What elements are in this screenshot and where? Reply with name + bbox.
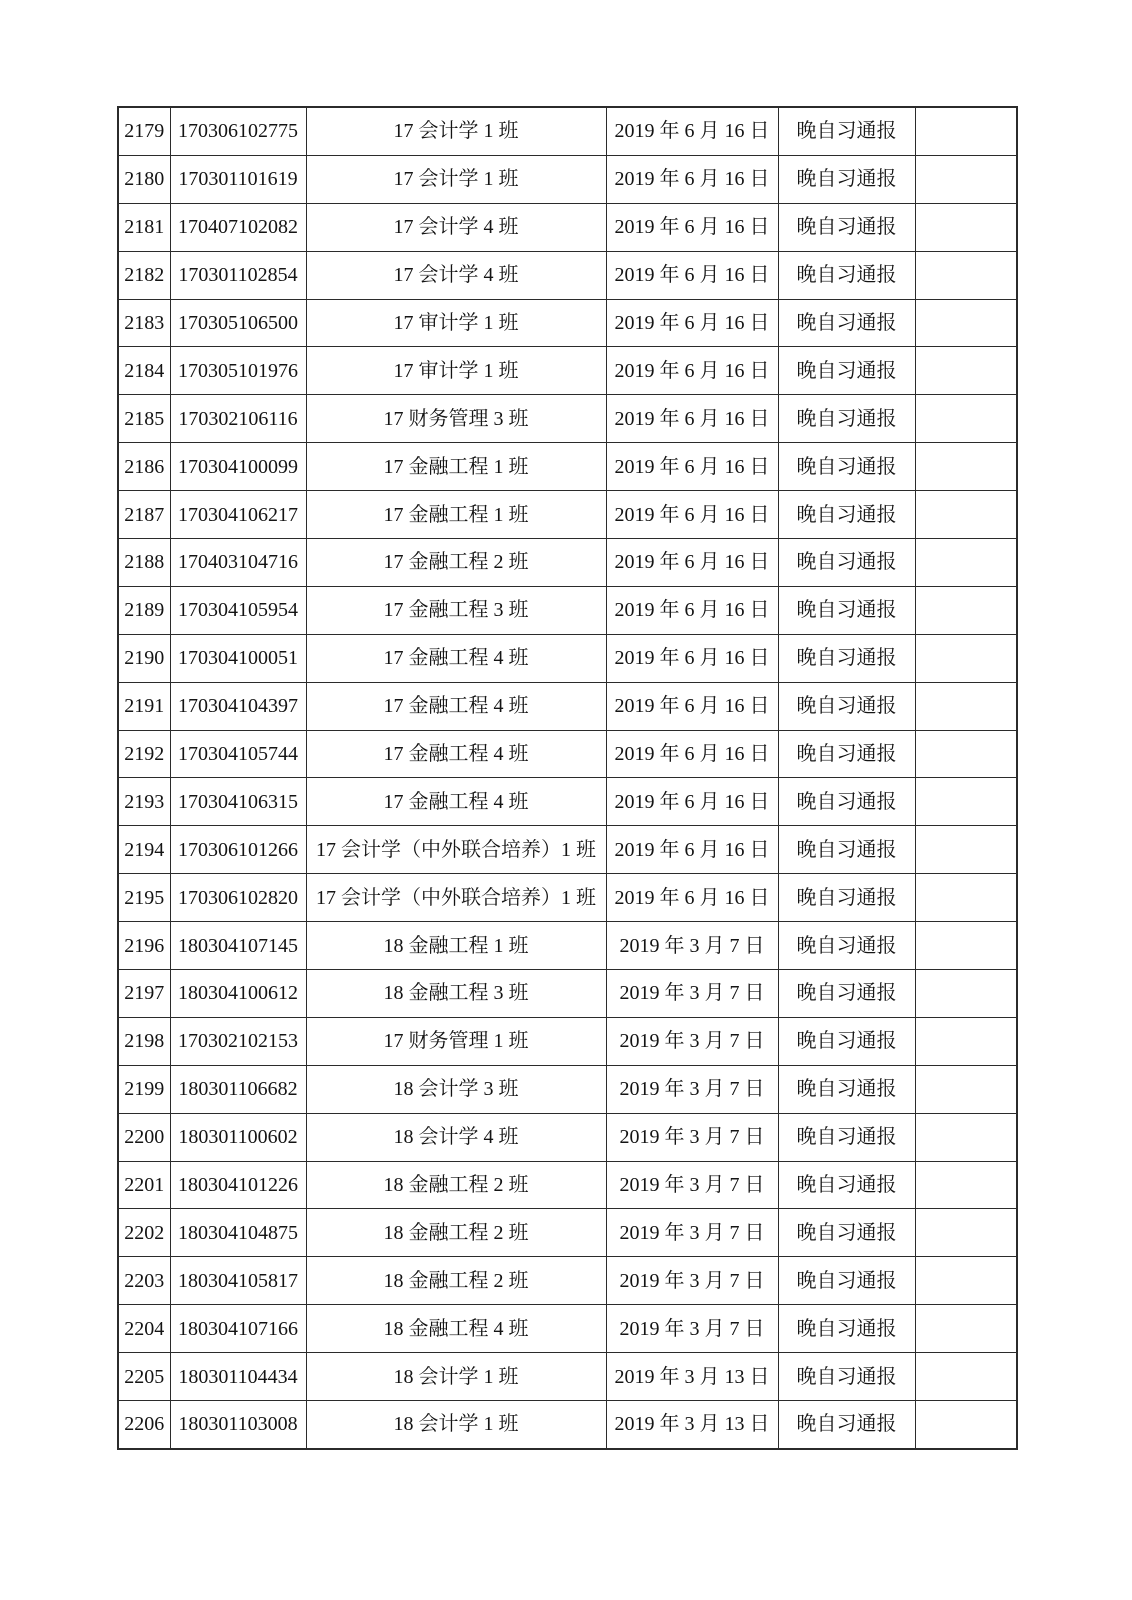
- table-row: [118, 203, 1017, 251]
- date-cell: 2019 年 6 月 16 日: [606, 634, 778, 682]
- remark-cell: [915, 874, 1017, 922]
- class-name-cell: 18 金融工程 2 班: [306, 1209, 606, 1257]
- row-number-cell: 2194: [118, 826, 170, 874]
- date-cell: 2019 年 6 月 16 日: [606, 539, 778, 587]
- date-cell: 2019 年 6 月 16 日: [606, 682, 778, 730]
- remark-cell: [915, 203, 1017, 251]
- table-row: [118, 730, 1017, 778]
- report-type-cell: 晚自习通报: [778, 1257, 915, 1305]
- report-type-cell: 晚自习通报: [778, 922, 915, 970]
- class-name-cell: 17 会计学 1 班: [306, 107, 606, 155]
- class-name-cell: 17 金融工程 3 班: [306, 586, 606, 634]
- report-type-cell: 晚自习通报: [778, 1065, 915, 1113]
- class-name-cell: 17 金融工程 2 班: [306, 539, 606, 587]
- report-type-cell: 晚自习通报: [778, 443, 915, 491]
- date-cell: 2019 年 6 月 16 日: [606, 443, 778, 491]
- date-cell: 2019 年 6 月 16 日: [606, 155, 778, 203]
- class-name-cell: 17 金融工程 4 班: [306, 778, 606, 826]
- report-type-cell: 晚自习通报: [778, 1305, 915, 1353]
- class-name-cell: 17 会计学 4 班: [306, 203, 606, 251]
- row-number-cell: 2180: [118, 155, 170, 203]
- row-number-cell: 2201: [118, 1161, 170, 1209]
- row-number-cell: 2181: [118, 203, 170, 251]
- row-number-cell: 2200: [118, 1113, 170, 1161]
- date-cell: 2019 年 6 月 16 日: [606, 874, 778, 922]
- row-number-cell: 2185: [118, 395, 170, 443]
- date-cell: 2019 年 6 月 16 日: [606, 347, 778, 395]
- report-type-cell: 晚自习通报: [778, 203, 915, 251]
- remark-cell: [915, 107, 1017, 155]
- student-id-cell: 170304105954: [170, 586, 306, 634]
- report-type-cell: 晚自习通报: [778, 634, 915, 682]
- table-row: [118, 1257, 1017, 1305]
- student-id-cell: 180304100612: [170, 970, 306, 1018]
- student-id-cell: 180301106682: [170, 1065, 306, 1113]
- class-name-cell: 17 金融工程 4 班: [306, 682, 606, 730]
- table-row: [118, 443, 1017, 491]
- class-name-cell: 17 会计学 4 班: [306, 251, 606, 299]
- report-type-cell: 晚自习通报: [778, 155, 915, 203]
- class-name-cell: 18 金融工程 2 班: [306, 1257, 606, 1305]
- table-row: [118, 1305, 1017, 1353]
- remark-cell: [915, 922, 1017, 970]
- report-type-cell: 晚自习通报: [778, 1401, 915, 1449]
- row-number-cell: 2196: [118, 922, 170, 970]
- report-type-cell: 晚自习通报: [778, 778, 915, 826]
- remark-cell: [915, 1161, 1017, 1209]
- remark-cell: [915, 1017, 1017, 1065]
- student-id-cell: 170301101619: [170, 155, 306, 203]
- class-name-cell: 18 金融工程 2 班: [306, 1161, 606, 1209]
- row-number-cell: 2202: [118, 1209, 170, 1257]
- report-type-cell: 晚自习通报: [778, 491, 915, 539]
- student-id-cell: 170403104716: [170, 539, 306, 587]
- date-cell: 2019 年 6 月 16 日: [606, 778, 778, 826]
- class-name-cell: 18 会计学 1 班: [306, 1401, 606, 1449]
- class-name-cell: 17 金融工程 4 班: [306, 730, 606, 778]
- notice-table-body: [118, 107, 1017, 1449]
- class-name-cell: 17 会计学（中外联合培养）1 班: [306, 826, 606, 874]
- remark-cell: [915, 730, 1017, 778]
- remark-cell: [915, 299, 1017, 347]
- student-id-cell: 180301103008: [170, 1401, 306, 1449]
- row-number-cell: 2197: [118, 970, 170, 1018]
- remark-cell: [915, 251, 1017, 299]
- date-cell: 2019 年 3 月 7 日: [606, 1209, 778, 1257]
- remark-cell: [915, 778, 1017, 826]
- remark-cell: [915, 1305, 1017, 1353]
- class-name-cell: 18 金融工程 3 班: [306, 970, 606, 1018]
- student-id-cell: 170304104397: [170, 682, 306, 730]
- student-id-cell: 180304107145: [170, 922, 306, 970]
- report-type-cell: 晚自习通报: [778, 347, 915, 395]
- date-cell: 2019 年 3 月 7 日: [606, 1017, 778, 1065]
- date-cell: 2019 年 6 月 16 日: [606, 586, 778, 634]
- table-row: [118, 1017, 1017, 1065]
- table-row: [118, 347, 1017, 395]
- date-cell: 2019 年 3 月 7 日: [606, 1257, 778, 1305]
- remark-cell: [915, 634, 1017, 682]
- table-row: [118, 1065, 1017, 1113]
- table-row: [118, 251, 1017, 299]
- remark-cell: [915, 347, 1017, 395]
- report-type-cell: 晚自习通报: [778, 682, 915, 730]
- date-cell: 2019 年 3 月 7 日: [606, 1113, 778, 1161]
- row-number-cell: 2205: [118, 1353, 170, 1401]
- table-row: [118, 634, 1017, 682]
- report-type-cell: 晚自习通报: [778, 1209, 915, 1257]
- student-id-cell: 170306101266: [170, 826, 306, 874]
- report-type-cell: 晚自习通报: [778, 970, 915, 1018]
- row-number-cell: 2186: [118, 443, 170, 491]
- student-id-cell: 170305101976: [170, 347, 306, 395]
- row-number-cell: 2187: [118, 491, 170, 539]
- class-name-cell: 18 会计学 1 班: [306, 1353, 606, 1401]
- report-type-cell: 晚自习通报: [778, 586, 915, 634]
- student-id-cell: 170304106315: [170, 778, 306, 826]
- date-cell: 2019 年 3 月 7 日: [606, 1065, 778, 1113]
- student-id-cell: 180304104875: [170, 1209, 306, 1257]
- remark-cell: [915, 1209, 1017, 1257]
- student-id-cell: 170302102153: [170, 1017, 306, 1065]
- student-id-cell: 180301104434: [170, 1353, 306, 1401]
- class-name-cell: 18 金融工程 4 班: [306, 1305, 606, 1353]
- remark-cell: [915, 826, 1017, 874]
- date-cell: 2019 年 6 月 16 日: [606, 203, 778, 251]
- date-cell: 2019 年 3 月 13 日: [606, 1353, 778, 1401]
- class-name-cell: 17 财务管理 3 班: [306, 395, 606, 443]
- student-id-cell: 170407102082: [170, 203, 306, 251]
- class-name-cell: 17 审计学 1 班: [306, 347, 606, 395]
- student-id-cell: 170304100099: [170, 443, 306, 491]
- student-id-cell: 180304105817: [170, 1257, 306, 1305]
- report-type-cell: 晚自习通报: [778, 299, 915, 347]
- row-number-cell: 2189: [118, 586, 170, 634]
- remark-cell: [915, 539, 1017, 587]
- student-id-cell: 170305106500: [170, 299, 306, 347]
- class-name-cell: 17 会计学 1 班: [306, 155, 606, 203]
- table-row: [118, 107, 1017, 155]
- table-row: [118, 922, 1017, 970]
- remark-cell: [915, 491, 1017, 539]
- class-name-cell: 18 会计学 4 班: [306, 1113, 606, 1161]
- student-id-cell: 170306102775: [170, 107, 306, 155]
- report-type-cell: 晚自习通报: [778, 1017, 915, 1065]
- table-row: [118, 1209, 1017, 1257]
- remark-cell: [915, 1353, 1017, 1401]
- class-name-cell: 17 会计学（中外联合培养）1 班: [306, 874, 606, 922]
- row-number-cell: 2179: [118, 107, 170, 155]
- student-id-cell: 170304100051: [170, 634, 306, 682]
- date-cell: 2019 年 3 月 7 日: [606, 1305, 778, 1353]
- row-number-cell: 2190: [118, 634, 170, 682]
- student-id-cell: 170304106217: [170, 491, 306, 539]
- class-name-cell: 17 金融工程 4 班: [306, 634, 606, 682]
- table-row: [118, 1353, 1017, 1401]
- date-cell: 2019 年 3 月 7 日: [606, 922, 778, 970]
- class-name-cell: 17 金融工程 1 班: [306, 491, 606, 539]
- table-row: [118, 778, 1017, 826]
- table-row: [118, 491, 1017, 539]
- row-number-cell: 2191: [118, 682, 170, 730]
- row-number-cell: 2206: [118, 1401, 170, 1449]
- remark-cell: [915, 1257, 1017, 1305]
- row-number-cell: 2195: [118, 874, 170, 922]
- row-number-cell: 2198: [118, 1017, 170, 1065]
- class-name-cell: 17 审计学 1 班: [306, 299, 606, 347]
- student-id-cell: 180301100602: [170, 1113, 306, 1161]
- row-number-cell: 2183: [118, 299, 170, 347]
- row-number-cell: 2188: [118, 539, 170, 587]
- remark-cell: [915, 1113, 1017, 1161]
- date-cell: 2019 年 3 月 13 日: [606, 1401, 778, 1449]
- date-cell: 2019 年 6 月 16 日: [606, 395, 778, 443]
- row-number-cell: 2204: [118, 1305, 170, 1353]
- date-cell: 2019 年 6 月 16 日: [606, 826, 778, 874]
- table-row: [118, 970, 1017, 1018]
- remark-cell: [915, 395, 1017, 443]
- table-row: [118, 682, 1017, 730]
- row-number-cell: 2192: [118, 730, 170, 778]
- date-cell: 2019 年 6 月 16 日: [606, 251, 778, 299]
- table-row: [118, 1161, 1017, 1209]
- remark-cell: [915, 443, 1017, 491]
- report-type-cell: 晚自习通报: [778, 826, 915, 874]
- student-id-cell: 170304105744: [170, 730, 306, 778]
- remark-cell: [915, 586, 1017, 634]
- table-row: [118, 1401, 1017, 1449]
- date-cell: 2019 年 3 月 7 日: [606, 970, 778, 1018]
- class-name-cell: 17 金融工程 1 班: [306, 443, 606, 491]
- student-id-cell: 180304107166: [170, 1305, 306, 1353]
- class-name-cell: 18 金融工程 1 班: [306, 922, 606, 970]
- student-id-cell: 170301102854: [170, 251, 306, 299]
- report-type-cell: 晚自习通报: [778, 1353, 915, 1401]
- remark-cell: [915, 1401, 1017, 1449]
- row-number-cell: 2203: [118, 1257, 170, 1305]
- row-number-cell: 2199: [118, 1065, 170, 1113]
- class-name-cell: 18 会计学 3 班: [306, 1065, 606, 1113]
- table-row: [118, 539, 1017, 587]
- report-type-cell: 晚自习通报: [778, 395, 915, 443]
- table-row: [118, 826, 1017, 874]
- table-row: [118, 1113, 1017, 1161]
- table-row: [118, 586, 1017, 634]
- student-id-cell: 170302106116: [170, 395, 306, 443]
- date-cell: 2019 年 3 月 7 日: [606, 1161, 778, 1209]
- table-row: [118, 874, 1017, 922]
- report-type-cell: 晚自习通报: [778, 107, 915, 155]
- notice-table: [117, 106, 1018, 1450]
- table-row: [118, 395, 1017, 443]
- class-name-cell: 17 财务管理 1 班: [306, 1017, 606, 1065]
- row-number-cell: 2184: [118, 347, 170, 395]
- remark-cell: [915, 155, 1017, 203]
- report-type-cell: 晚自习通报: [778, 730, 915, 778]
- date-cell: 2019 年 6 月 16 日: [606, 299, 778, 347]
- remark-cell: [915, 1065, 1017, 1113]
- date-cell: 2019 年 6 月 16 日: [606, 107, 778, 155]
- student-id-cell: 180304101226: [170, 1161, 306, 1209]
- table-row: [118, 299, 1017, 347]
- date-cell: 2019 年 6 月 16 日: [606, 491, 778, 539]
- report-type-cell: 晚自习通报: [778, 251, 915, 299]
- row-number-cell: 2193: [118, 778, 170, 826]
- report-type-cell: 晚自习通报: [778, 539, 915, 587]
- remark-cell: [915, 682, 1017, 730]
- table-row: [118, 155, 1017, 203]
- date-cell: 2019 年 6 月 16 日: [606, 730, 778, 778]
- report-type-cell: 晚自习通报: [778, 1161, 915, 1209]
- report-type-cell: 晚自习通报: [778, 1113, 915, 1161]
- report-type-cell: 晚自习通报: [778, 874, 915, 922]
- row-number-cell: 2182: [118, 251, 170, 299]
- student-id-cell: 170306102820: [170, 874, 306, 922]
- remark-cell: [915, 970, 1017, 1018]
